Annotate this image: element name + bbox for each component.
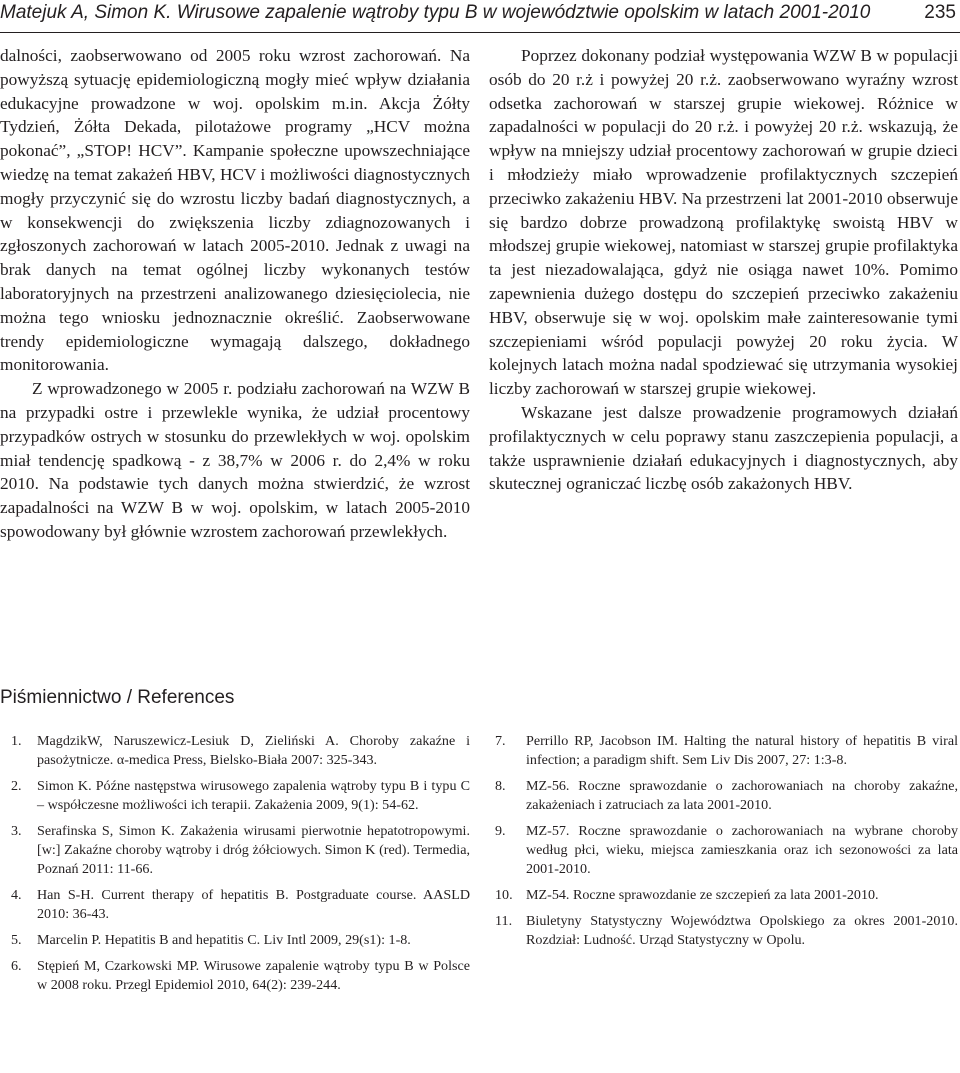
reference-number: 5. [11, 932, 22, 949]
reference-item [0, 886, 470, 924]
reference-text: Simon K. Późne następstwa wirusowego zapalenia wątroby typu B i typu C – współczesne możliwości ich terapii. Zakażenia 2009, 9(1): 54-62. [37, 778, 470, 814]
body-paragraph: Wskazane jest dalsze prowadzenie programowych działań profilaktycznych w celu poprawy stanu zaszczepienia populacji, a także usprawnienie działań edukacyjnych i diagnostycznych, aby skutecznej ograniczać liczbę osób zakażonych HBV. [489, 402, 958, 494]
reference-item [489, 732, 958, 770]
body-column-right [489, 44, 958, 496]
reference-text: MagdzikW, Naruszewicz-Lesiuk D, Zieliński A. Choroby zakaźne i pasożytnicze. α-medica Press, Bielsko-Biała 2007: 325-343. [37, 733, 470, 769]
reference-text: Biuletyny Statystyczny Województwa Opolskiego za okres 2001-2010. Rozdział: Ludność. Urząd Statystyczny w Opolu. [526, 913, 958, 949]
reference-number: 8. [495, 778, 506, 794]
reference-text: Stępień M, Czarkowski MP. Wirusowe zapalenie wątroby typu B w Polsce w 2008 roku. Przegl Epidemiol 2010, 64(2): 239-244. [37, 958, 470, 994]
reference-item [489, 777, 958, 815]
body-column-left [0, 44, 470, 544]
reference-item [489, 886, 958, 905]
reference-number: 10. [495, 887, 513, 904]
reference-item [0, 777, 470, 815]
reference-item [0, 822, 470, 880]
reference-number: 9. [495, 823, 506, 839]
reference-item [0, 931, 470, 950]
reference-number: 2. [11, 778, 22, 794]
reference-text: Perrillo RP, Jacobson IM. Halting the natural history of hepatitis B viral infection; a paradigm shift. Sem Liv Dis 2007, 27: 1:3-8. [526, 733, 958, 769]
body-paragraph: Poprzez dokonany podział występowania WZW B w populacji osób do 20 r.ż i powyżej 20 r.ż. zaobserwowano wyraźny wzrost odsetka zachorowań w starszej grupie wiekowej. Różnice w zapadalności w populacji do 20 r.ż. i powyżej 20 r.ż. wskazują, że wpływ na mniejszy udział procentowy zachorowań w grupie dzieci i młodzieży miało wprowadzenie profilaktycznych szczepień przeciwko zakażeniu HBV. Na przestrzeni lat 2001-2010 obserwuje się bardzo dobrze prowadzoną profilaktykę swoistą HBV w młodszej grupie wiekowej, natomiast w starszej grupie profilaktyka ta jest niezadowalająca, gdyż nie osiąga nawet 10%. Pomimo zapewnienia dużego dostępu do szczepień przeciwko zakażeniu HBV, obserwuje się w woj. opolskim małe zainteresowanie tymi szczepieniami wśród populacji powyżej 20 roku życia. W kolejnych latach można nadal spodziewać się utrzymania wysokiej liczby zachorowań w starszej grupie wiekowej. [489, 46, 958, 399]
references-list-left [0, 732, 470, 1002]
reference-number: 11. [495, 913, 513, 929]
reference-item [489, 822, 958, 880]
reference-item [0, 957, 470, 995]
body-paragraph: dalności, zaobserwowano od 2005 roku wzrost zachorowań. Na powyższą sytuację epidemiologiczną mogły mieć wpływ działania edukacyjne prowadzone w woj. opolskim m.in. Akcja Żółty Tydzień, Żółta Dekada, pilotażowe programy „HCV można pokonać”, „STOP! HCV”. Kampanie społeczne upowszechniające wiedzę na temat zakażeń HBV, HCV i możliwości diagnostycznych mogły przyczynić się do wzrostu liczby badań diagnostycznych, a w konsekwencji do zwiększenia liczby zdiagnozowanych i zgłoszonych zachorowań w latach 2005-2010. Jednak z uwagi na brak danych na temat ogólnej liczby wykonanych testów laboratoryjnych na przestrzeni analizowanego dziesięciolecia, nie można tego wniosku jednoznacznie określić. Zaobserwowane trendy epidemiologiczne wymagają dalszego, dokładnego monitorowania. [0, 46, 470, 375]
reference-number: 3. [11, 823, 22, 839]
reference-text: MZ-57. Roczne sprawozdanie o zachorowaniach na wybrane choroby według płci, wieku, miejsca zamieszkania oraz ich sezonowości za lata 2001-2010. [526, 823, 958, 878]
reference-text: Marcelin P. Hepatitis B and hepatitis C. Liv Intl 2009, 29(s1): 1-8. [37, 932, 411, 949]
reference-text: Han S-H. Current therapy of hepatitis B. Postgraduate course. AASLD 2010: 36-43. [37, 887, 470, 923]
reference-text: MZ-54. Roczne sprawozdanie ze szczepień za lata 2001-2010. [526, 887, 879, 904]
running-title: Matejuk A, Simon K. Wirusowe zapalenie wątroby typu B w województwie opolskim w latach 2001-2010 [0, 2, 871, 23]
reference-item [0, 732, 470, 770]
reference-text: MZ-56. Roczne sprawozdanie o zachorowaniach na choroby zakaźne, zakażeniach i zatruciach za lata 2001-2010. [526, 778, 958, 814]
reference-number: 1. [11, 733, 22, 749]
reference-number: 6. [11, 958, 22, 974]
reference-number: 7. [495, 733, 506, 749]
references-heading: Piśmiennictwo / References [0, 687, 235, 708]
page-header [0, 0, 960, 33]
references-list-right [489, 732, 958, 957]
reference-text: Serafinska S, Simon K. Zakażenia wirusami pierwotnie hepatotropowymi. [w:] Zakaźne choroby wątroby i dróg żółciowych. Simon K (red). Termedia, Poznań 2011: 11-66. [37, 823, 470, 878]
reference-item [489, 912, 958, 950]
reference-number: 4. [11, 887, 22, 904]
body-paragraph: Z wprowadzonego w 2005 r. podziału zachorowań na WZW B na przypadki ostre i przewlekle wynika, że udział procentowy przypadków ostrych w stosunku do przewlekłych w woj. opolskim miał tendencję spadkową - z 38,7% w 2006 r. do 2,4% w roku 2010. Na podstawie tych danych można stwierdzić, że wzrost zapadalności na WZW B w woj. opolskim, w latach 2005-2010 spowodowany był głównie wzrostem zachorowań przewlekłych. [0, 379, 470, 541]
page-number: 235 [924, 2, 956, 23]
